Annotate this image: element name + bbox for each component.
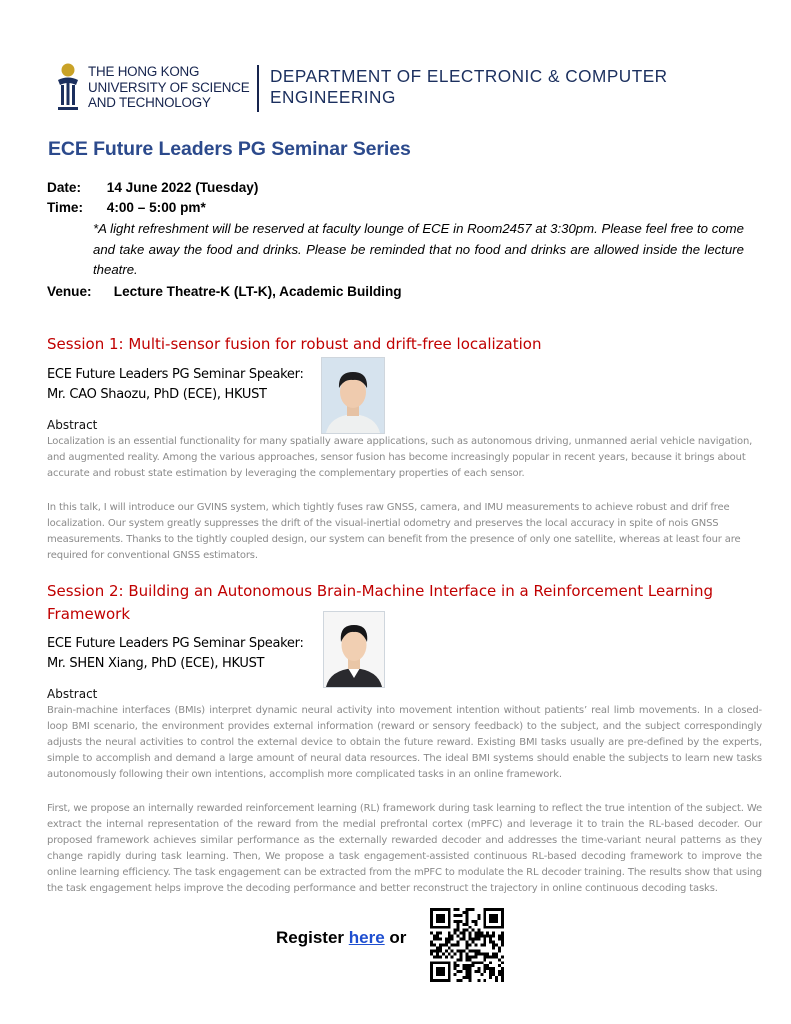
register-line	[276, 928, 406, 948]
register-suffix: or	[384, 928, 407, 947]
header-divider	[257, 65, 259, 112]
speaker-1-photo	[321, 357, 385, 434]
session-1-abstract-paragraph: Localization is an essential functionality for many spatially aware applications, such as autonomous driving, unmanned aerial vehicle navigation, and augmented reality. Among the various approaches, sensor fusion has become increasingly popular in recent years, because it brings about accurate and robust state estimation by leveraging the complementary properties of each sensor.	[47, 436, 753, 479]
session-2-abstract-paragraph: Brain-machine interfaces (BMIs) interpret dynamic neural activity into movement intention without patients’ real limb movements. In a closed-loop BMI scenario, the environment provides external information (reward or sensory feedback) to the subject, and the subject correspondingly adjusts the neural activities to control the external device to obtain the future reward. Existing BMI tasks usually are pre-defined by the experts, simple to accomplish and demand a large amount of neural data resources. The ideal BMI systems should enable the subjects to learn new tasks autonomously following their own intentions, accomplish more complicated tasks in an online framework.	[47, 705, 762, 780]
venue-row	[47, 284, 402, 299]
session-2-title: Session 2: Building an Autonomous Brain-Machine Interface in a Reinforcement Learning Framework	[47, 582, 713, 623]
time-value: 4:00 – 5:00 pm*	[106, 200, 206, 215]
time-label: Time:	[47, 200, 84, 215]
university-name	[88, 64, 253, 111]
time-row	[47, 200, 206, 215]
university-name-line: UNIVERSITY OF SCIENCE	[88, 79, 250, 95]
venue-value: Lecture Theatre-K (LT-K), Academic Building	[113, 284, 402, 299]
refreshment-note: *A light refreshment will be reserved at faculty lounge of ECE in Room2457 at 3:30pm. Please feel free to come and take away the food and drinks. Please be reminded that no food and drinks are allowed inside the lecture theatre.	[93, 221, 744, 277]
date-row	[47, 180, 258, 195]
university-name-line: THE HONG KONG	[88, 64, 200, 79]
session-2-abstract-label: Abstract	[47, 687, 98, 701]
speaker-role: ECE Future Leaders PG Seminar Speaker:	[47, 367, 304, 382]
session-2-speaker	[47, 634, 304, 674]
speaker-name: Mr. CAO Shaozu, PhD (ECE), HKUST	[47, 387, 267, 402]
register-prefix: Register	[276, 928, 349, 947]
date-label: Date:	[47, 180, 81, 195]
date-value: 14 June 2022 (Tuesday)	[106, 180, 259, 195]
session-1-title: Session 1: Multi-sensor fusion for robust and drift-free localization	[47, 335, 542, 353]
speaker-role: ECE Future Leaders PG Seminar Speaker:	[47, 636, 304, 651]
session-2-abstract-paragraph: First, we propose an internally rewarded reinforcement learning (RL) framework during task learning to reflect the true intention of the subject. We extract the internal representation of the reward from the medial prefrontal cortex (mPFC) and leverage it to train the RL-based decoder. Our proposed framework achieves similar performance as the externally rewarded decoder and addresses the time-variant neural patterns as they change rapidly during task learning. Then, We propose a task engagement-assisted continuous RL-based decoding framework to improve the online learning efficiency. The task engagement can be extracted from the mPFC to modulate the RL decoder training. The results show that using the task engagement helps improve the decoding performance and better reconstruct the trajectory in online continuous decoding tasks.	[47, 803, 762, 894]
department-name-line: ENGINEERING	[270, 87, 396, 107]
register-link[interactable]: here	[348, 928, 385, 947]
session-1-speaker	[47, 365, 304, 405]
series-title: ECE Future Leaders PG Seminar Series	[48, 138, 411, 160]
venue-label: Venue:	[47, 284, 92, 299]
speaker-name: Mr. SHEN Xiang, PhD (ECE), HKUST	[47, 656, 265, 671]
qr-code-icon[interactable]	[430, 908, 504, 982]
department-name-line: DEPARTMENT OF ELECTRONIC & COMPUTER	[270, 66, 668, 86]
session-1-abstract-label: Abstract	[47, 418, 98, 432]
university-name-line: AND TECHNOLOGY	[88, 95, 211, 110]
session-1-abstract-paragraph: In this talk, I will introduce our GVINS system, which tightly fuses raw GNSS, camera, and IMU measurements to achieve robust and drif free localization. Our system greatly suppresses the drift of the visual-inertial odometry and preserves the local accuracy in spite of nois GNSS measurements. Thanks to the tightly coupled design, our system can benefit from the presence of only one satellite, whereas at least four are required for conventional GNSS estimators.	[47, 502, 741, 561]
speaker-2-photo	[323, 611, 385, 688]
hkust-emblem-icon	[56, 63, 80, 111]
department-name	[270, 66, 740, 108]
